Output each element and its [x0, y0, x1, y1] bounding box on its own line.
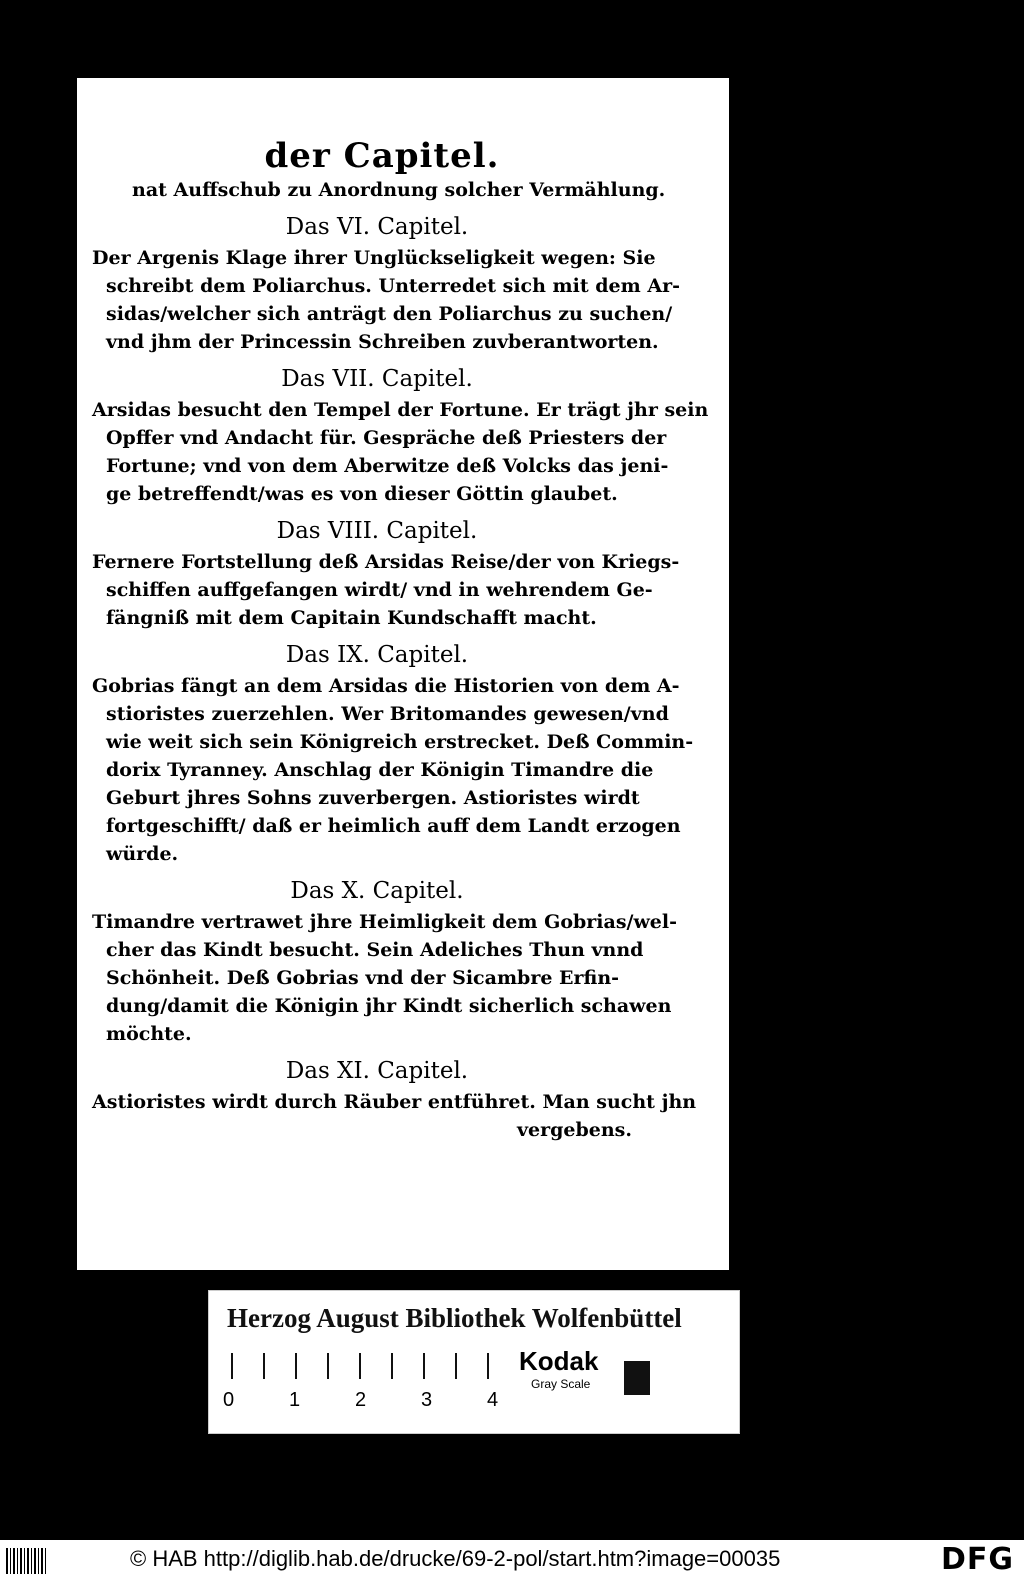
chapter-title: Das VIII. Capitel.: [276, 518, 478, 544]
text-line: schreibt dem Poliarchus. Unterredet sich mit dem Ar-: [106, 275, 680, 297]
text-line: Geburt jhres Sohns zuverbergen. Astioristes wirdt: [106, 787, 640, 809]
kodak-brand: Kodak: [519, 1346, 599, 1376]
text-line: ge betreffendt/was es von dieser Göttin glaubet.: [106, 483, 618, 505]
text-line: würde.: [106, 843, 179, 865]
barcode-icon: [6, 1548, 46, 1574]
text-line: Schönheit. Deß Gobrias vnd der Sicambre Erfin-: [106, 967, 620, 989]
chapter-title: Das VII. Capitel.: [281, 366, 473, 392]
page-text: [92, 136, 709, 1144]
text-line: nat Auffschub zu Anordnung solcher Vermählung.: [132, 179, 666, 201]
ruler-number: 1: [289, 1389, 301, 1411]
text-line: dung/damit die Königin jhr Kindt sicherlich schawen: [106, 995, 672, 1017]
text-line: fängniß mit dem Capitain Kundschafft macht.: [106, 607, 597, 629]
text-line: möchte.: [106, 1023, 192, 1045]
text-line: Astioristes wirdt durch Räuber entführet. Man sucht jhn: [92, 1091, 697, 1113]
text-line: cher das Kindt besucht. Sein Adeliches Thun vnnd: [106, 939, 644, 961]
page-header: der Capitel.: [264, 136, 500, 176]
text-line: Arsidas besucht den Tempel der Fortune. Er trägt jhr sein: [92, 399, 709, 421]
ruler: [231, 1353, 511, 1379]
footer-bar: [0, 1540, 1024, 1582]
chapter-title: Das VI. Capitel.: [285, 214, 469, 240]
text-line: wie weit sich sein Königreich erstrecket. Deß Commin-: [106, 731, 694, 753]
kodak-logo-icon: [624, 1361, 650, 1395]
text-line: Gobrias fängt an dem Arsidas die Historien von dem A-: [92, 675, 680, 697]
library-name: Herzog August Bibliothek Wolfenbüttel: [227, 1303, 682, 1333]
chapter-title: Das X. Capitel.: [290, 878, 464, 904]
text-line: Fernere Fortstellung deß Arsidas Reise/der von Kriegs-: [92, 551, 680, 573]
ruler-number: 3: [421, 1389, 433, 1411]
text-line: fortgeschifft/ daß er heimlich auff dem Landt erzogen: [106, 815, 681, 837]
text-line: schiffen auffgefangen wirdt/ vnd in wehrendem Ge-: [106, 579, 653, 601]
ruler-number: 0: [223, 1389, 235, 1411]
text-line: Opffer vnd Andacht für. Gespräche deß Priesters der: [106, 427, 667, 449]
text-line: stioristes zuerzehlen. Wer Britomandes gewesen/vnd: [106, 703, 669, 725]
book-page: [77, 78, 729, 1270]
text-line: Timandre vertrawet jhre Heimligkeit dem Gobrias/wel-: [92, 911, 678, 933]
left-margin-strip: [0, 0, 82, 1520]
text-line: vnd jhm der Princessin Schreiben zuvberantworten.: [106, 331, 659, 353]
ruler-number: 4: [487, 1389, 499, 1411]
color-target: [208, 1290, 740, 1434]
chapter-title: Das XI. Capitel.: [285, 1058, 469, 1084]
ruler-number: 2: [355, 1389, 367, 1411]
text-line: vergebens.: [516, 1119, 632, 1141]
gray-scale-label: Gray Scale: [531, 1377, 591, 1391]
copyright-text[interactable]: © HAB http://diglib.hab.de/drucke/69-2-pol/start.htm?image=00035: [130, 1546, 781, 1571]
text-line: dorix Tyranney. Anschlag der Königin Timandre die: [106, 759, 654, 781]
text-line: Fortune; vnd von dem Aberwitze deß Volcks das jeni-: [106, 455, 669, 477]
dfg-logo: DFG: [940, 1542, 1014, 1577]
text-line: Der Argenis Klage ihrer Unglückseligkeit wegen: Sie: [92, 247, 656, 269]
text-line: sidas/welcher sich anträgt den Poliarchus zu suchen/: [106, 303, 673, 325]
chapter-title: Das IX. Capitel.: [285, 642, 469, 668]
